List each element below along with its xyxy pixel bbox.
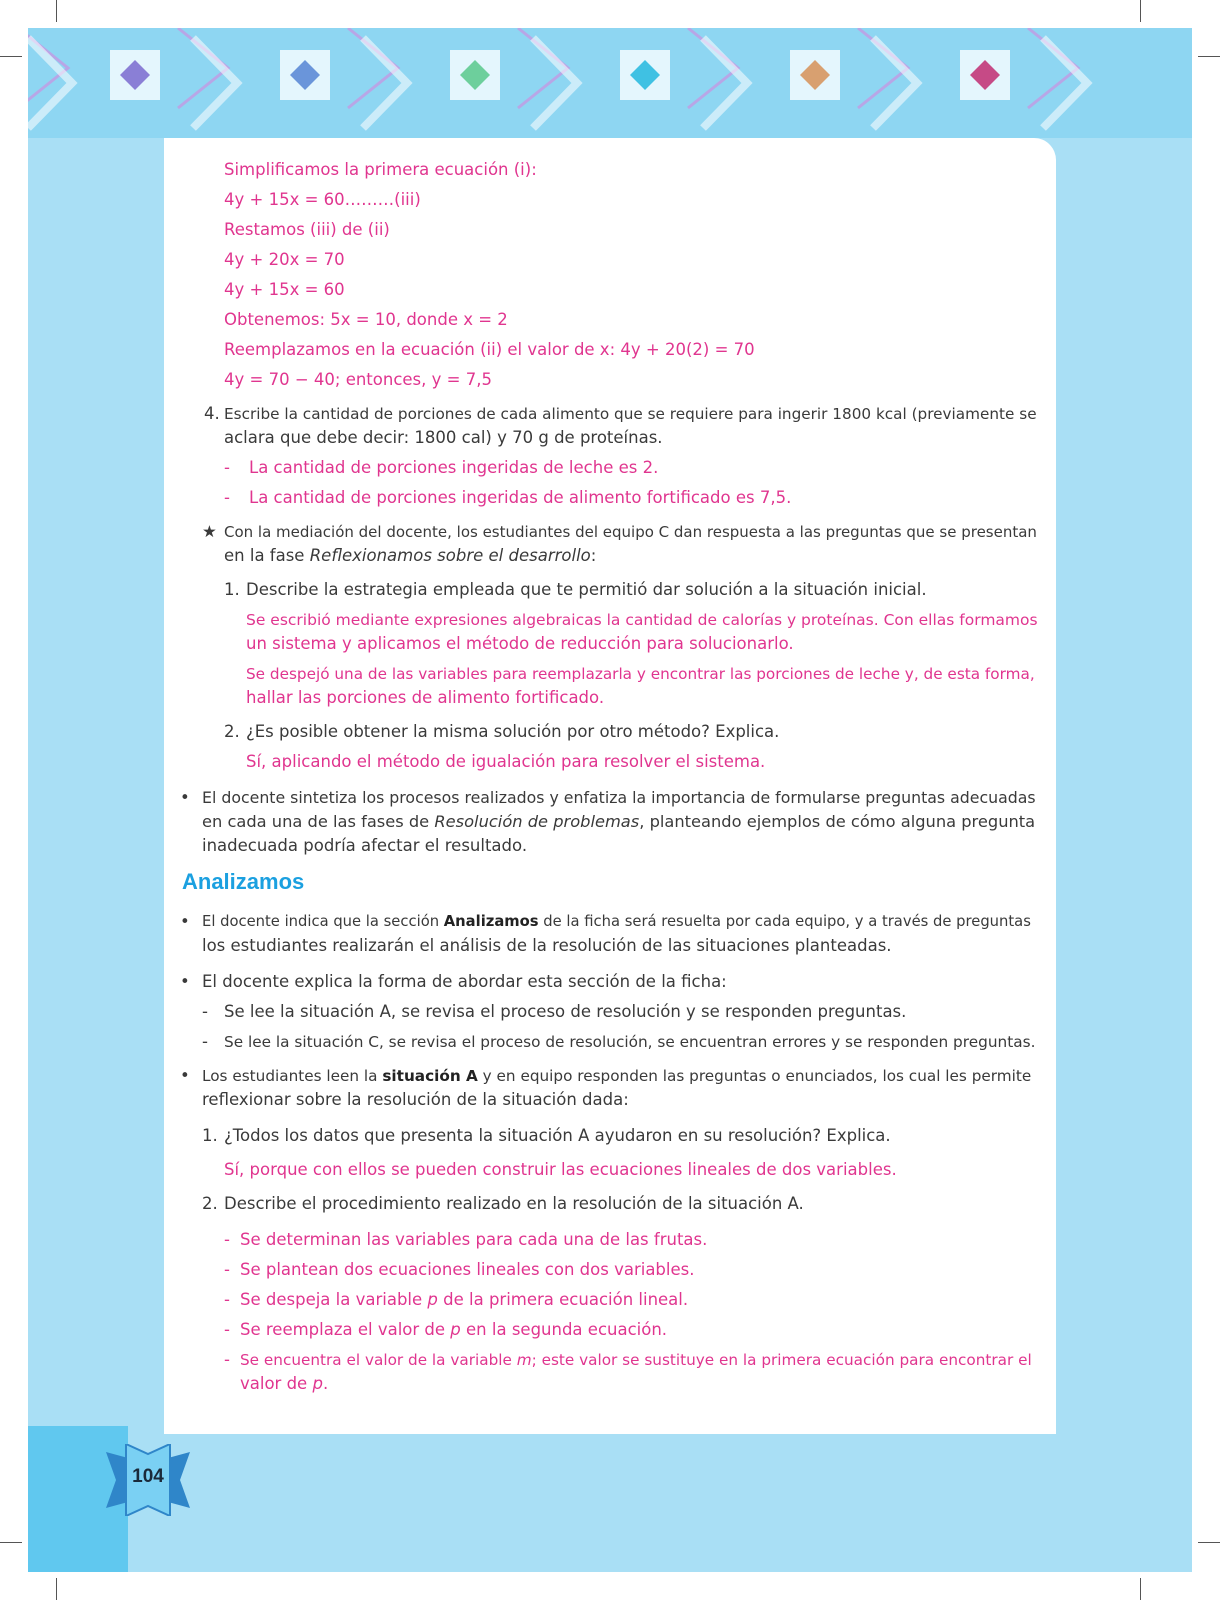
crop-mark <box>1140 0 1141 22</box>
answer-text: Se despejó una de las variables para reemplazarla y encontrar las porciones de leche y, de esta forma, <box>246 665 1035 683</box>
section-name: Reflexionamos sobre el desarrollo <box>309 546 591 565</box>
paragraph-line: Con la mediación del docente, los estudiantes del equipo C dan respuesta a las preguntas que se presentan <box>224 523 1037 541</box>
text-span: ; este valor se sustituye en la primera ecuación para encontrar el <box>531 1351 1032 1369</box>
equation-line: Obtenemos: 5x = 10, donde x = 2 <box>224 310 508 329</box>
crop-mark <box>1198 56 1220 57</box>
equation-line: 4y + 20x = 70 <box>224 250 345 269</box>
bullet-marker: • <box>180 788 190 807</box>
crop-mark <box>0 1542 22 1543</box>
page-number-badge <box>106 1444 190 1516</box>
paragraph-line: reflexionar sobre la resolución de la situación dada: <box>202 1090 629 1109</box>
section-heading: Analizamos <box>182 869 305 894</box>
question-text: Describe la estrategia empleada que te permitió dar solución a la situación inicial. <box>246 580 927 599</box>
paragraph-line: inadecuada podría afectar el resultado. <box>202 836 528 855</box>
equation-line: Reemplazamos en la ecuación (ii) el valor de x: 4y + 20(2) = 70 <box>224 340 755 359</box>
list-number: 1. <box>202 1126 218 1145</box>
section-name: Resolución de problemas <box>434 812 640 831</box>
text-span: Se despeja la variable <box>240 1290 428 1309</box>
text-span: Se reemplaza el valor de <box>240 1320 451 1339</box>
equation-line: 4y = 70 − 40; entonces, y = 7,5 <box>224 370 492 389</box>
paragraph-line <box>224 544 596 568</box>
answer-text: Sí, aplicando el método de igualación para resolver el sistema. <box>246 752 766 771</box>
equation-line: 4y + 15x = 60 <box>224 280 345 299</box>
step-text <box>240 1288 688 1312</box>
paragraph-line <box>202 910 1031 934</box>
step-text: Se determinan las variables para cada una de las frutas. <box>240 1230 708 1249</box>
dash-marker: - <box>224 1290 230 1309</box>
dash-marker: - <box>202 1032 208 1051</box>
equation-line: Simplificamos la primera ecuación (i): <box>224 160 537 179</box>
answer-text: Se escribió mediante expresiones algebraicas la cantidad de calorías y proteínas. Con ellas formamos <box>246 611 1038 629</box>
crop-mark <box>1140 1578 1141 1600</box>
text-span: valor de <box>240 1374 313 1393</box>
text-span: . <box>322 1374 329 1393</box>
answer-text: hallar las porciones de alimento fortificado. <box>246 688 605 707</box>
equation-line: Restamos (iii) de (ii) <box>224 220 390 239</box>
text-span: El docente indica que la sección <box>202 913 444 930</box>
paragraph-line <box>202 1064 1031 1088</box>
text-span: Los estudiantes leen la <box>202 1067 383 1085</box>
answer-text: Sí, porque con ellos se pueden construir las ecuaciones lineales de dos variables. <box>224 1160 897 1179</box>
star-icon: ★ <box>202 522 217 541</box>
variable: p <box>427 1290 438 1309</box>
answer-text: La cantidad de porciones ingeridas de leche es 2. <box>249 458 659 477</box>
list-number: 1. <box>224 580 240 599</box>
list-number: 4. <box>204 404 220 423</box>
dash-marker: - <box>224 488 230 507</box>
paragraph-line: Se lee la situación C, se revisa el proceso de resolución, se encuentran errores y se responden preguntas. <box>224 1033 1036 1051</box>
question-text: ¿Todos los datos que presenta la situación A ayudaron en su resolución? Explica. <box>224 1126 891 1145</box>
crop-mark <box>0 56 22 57</box>
paragraph-line: Se lee la situación A, se revisa el proceso de resolución y se responden preguntas. <box>224 1002 907 1021</box>
dash-marker: - <box>224 1260 230 1279</box>
crop-mark <box>1198 1542 1220 1543</box>
answer-text: un sistema y aplicamos el método de reducción para solucionarlo. <box>246 634 794 653</box>
step-text <box>240 1372 328 1396</box>
variable: m <box>516 1351 532 1369</box>
text-span: en cada una de las fases de <box>202 812 435 831</box>
paragraph-line: El docente sintetiza los procesos realizados y enfatiza la importancia de formularse preguntas adecuadas <box>202 788 1036 807</box>
question-text: Describe el procedimiento realizado en la resolución de la situación A. <box>224 1194 804 1213</box>
question-text: aclara que debe decir: 1800 cal) y 70 g de proteínas. <box>224 428 663 447</box>
paragraph-line: El docente explica la forma de abordar esta sección de la ficha: <box>202 972 727 991</box>
bullet-marker: • <box>180 1066 190 1085</box>
dash-marker: - <box>202 1002 208 1021</box>
list-number: 2. <box>202 1194 218 1213</box>
question-text: ¿Es posible obtener la misma solución por otro método? Explica. <box>246 722 780 741</box>
decorative-header-band <box>28 28 1192 138</box>
text-span: y en equipo responden las preguntas o enunciados, los cual les permite <box>477 1067 1032 1085</box>
list-number: 2. <box>224 722 240 741</box>
variable: p <box>312 1374 323 1393</box>
question-text: Escribe la cantidad de porciones de cada alimento que se requiere para ingerir 1800 kcal (previamente se <box>224 405 1037 423</box>
bullet-marker: • <box>180 912 190 931</box>
text-span: en la segunda ecuación. <box>460 1320 668 1339</box>
situation-name: situación A <box>382 1067 478 1085</box>
crop-mark <box>56 0 57 22</box>
paragraph-line <box>202 810 1035 834</box>
section-name: Analizamos <box>443 913 539 930</box>
equation-line: 4y + 15x = 60………(iii) <box>224 190 421 209</box>
page-number: 104 <box>132 1466 164 1487</box>
text-span: de la ficha será resuelta por cada equipo, y a través de preguntas <box>538 913 1031 930</box>
step-text: Se plantean dos ecuaciones lineales con dos variables. <box>240 1260 695 1279</box>
text-span: : <box>590 546 597 565</box>
crop-mark <box>56 1578 57 1600</box>
text-span: en la fase <box>224 546 310 565</box>
variable: p <box>450 1320 461 1339</box>
step-text <box>240 1318 667 1342</box>
text-span: Se encuentra el valor de la variable <box>240 1351 517 1369</box>
paragraph-line: los estudiantes realizarán el análisis de la resolución de las situaciones planteadas. <box>202 936 892 955</box>
bullet-marker: • <box>180 972 190 991</box>
dash-marker: - <box>224 1230 230 1249</box>
step-text <box>240 1348 1032 1372</box>
dash-marker: - <box>224 1320 230 1339</box>
dash-marker: - <box>224 458 230 477</box>
answer-text: La cantidad de porciones ingeridas de alimento fortificado es 7,5. <box>249 488 792 507</box>
chevron-pattern-icon <box>28 28 1192 138</box>
dash-marker: - <box>224 1350 230 1369</box>
text-span: de la primera ecuación lineal. <box>437 1290 689 1309</box>
text-span: , planteando ejemplos de cómo alguna pregunta <box>639 812 1036 831</box>
